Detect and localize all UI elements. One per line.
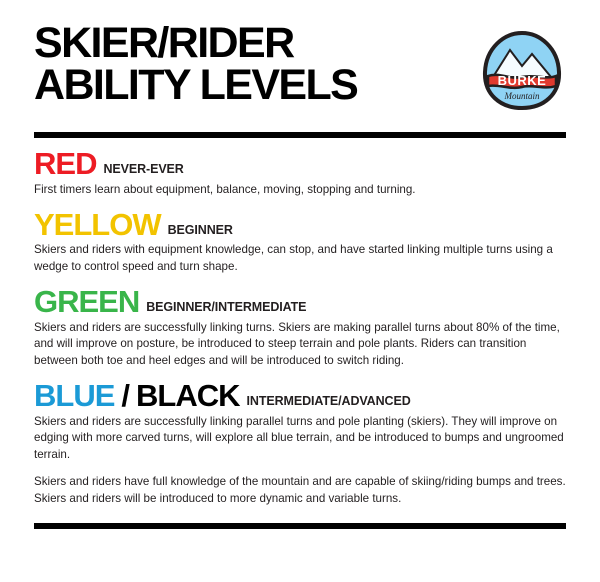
level-section-red xyxy=(34,146,566,198)
level-description-blue-black-1: Skiers and riders are successfully linking parallel turns and pole planting (skiers). They will improve on edging with more carved turns, will explore all blue terrain, and be introduced to bumps and ungroomed terrain. xyxy=(34,414,564,461)
level-description-red: First timers learn about equipment, balance, moving, stopping and turning. xyxy=(34,182,416,196)
level-heading-yellow xyxy=(34,206,566,242)
level-subtitle-red: NEVER-EVER xyxy=(103,162,184,177)
level-section-yellow xyxy=(34,206,566,275)
level-subtitle-yellow: BEGINNER xyxy=(167,222,233,237)
level-word-blue: BLUE xyxy=(34,378,115,414)
level-description-green: Skiers and riders are successfully linking turns. Skiers are making parallel turns about 80% of the time, and will improve on posture, be introduced to steep terrain and pole plants. Riders can transition between both toe and heel edges and will be introduced to switch riding. xyxy=(34,320,560,367)
level-word-black: BLACK xyxy=(136,378,240,414)
level-description-yellow: Skiers and riders with equipment knowledge, can stop, and have started linking multiple turns using a wedge to control speed and turn shape. xyxy=(34,243,553,273)
level-description-blue-black-2: Skiers and riders have full knowledge of the mountain and are capable of skiing/riding bumps and trees. Skiers and riders will be introduced to more dynamic and variable turns. xyxy=(34,475,566,505)
page-title xyxy=(34,19,464,110)
level-section-green xyxy=(34,284,566,369)
level-word-separator: / xyxy=(121,378,130,414)
level-word-red: RED xyxy=(34,146,97,181)
level-subtitle-blue-black: INTERMEDIATE/ADVANCED xyxy=(246,394,411,409)
ability-levels-list xyxy=(34,138,566,507)
level-subtitle-green: BEGINNER/INTERMEDIATE xyxy=(146,300,307,315)
level-heading-blue-black xyxy=(34,378,566,414)
bottom-spacer xyxy=(34,529,566,545)
level-word-yellow: YELLOW xyxy=(34,206,161,242)
title-line-1: SKIER/RIDER xyxy=(34,19,294,67)
level-word-green: GREEN xyxy=(34,284,140,320)
level-heading-green xyxy=(34,284,566,320)
level-section-blue-black xyxy=(34,378,566,507)
svg-text:BURKE: BURKE xyxy=(497,73,547,88)
poster-header xyxy=(34,19,566,118)
level-heading-red xyxy=(34,146,566,181)
svg-text:Mountain: Mountain xyxy=(504,91,540,101)
burke-mountain-logo-icon xyxy=(480,30,564,112)
title-line-2: ABILITY LEVELS xyxy=(34,61,358,110)
